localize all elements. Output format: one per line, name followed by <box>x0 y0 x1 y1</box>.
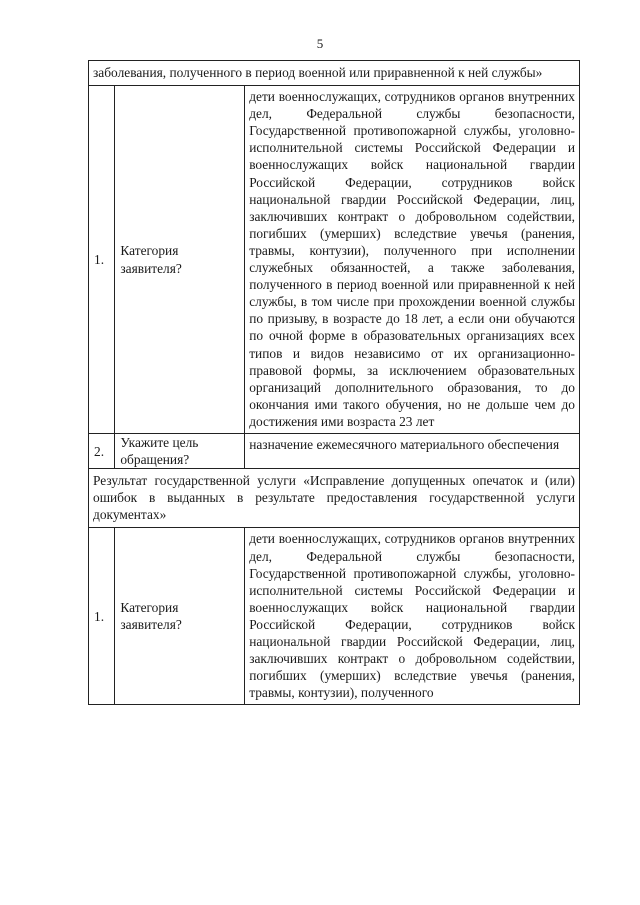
question-cell: Укажите цель обращения? <box>115 433 245 468</box>
table-row <box>89 86 580 434</box>
answer-cell: дети военнослужащих, сотрудников органов внутренних дел, Федеральной службы безопасности, Государственной противопожарной службы, уголовно-исполнительной системы Российской Федерации и военнослужащих войск национальной гвардии Российской Федерации, сотрудников войск национальной гвардии Российской Федерации, лиц, заключивших контракт о добровольном содействии, погибших (умерших) вследствие увечья (ранения, травмы, контузии), полученного <box>245 528 580 705</box>
services-table <box>88 60 580 705</box>
question-cell: Категория заявителя? <box>115 86 245 434</box>
table-row-section-header <box>89 469 580 528</box>
row-number: 1. <box>89 528 115 705</box>
question-cell: Категория заявителя? <box>115 528 245 705</box>
answer-cell: дети военнослужащих, сотрудников органов внутренних дел, Федеральной службы безопасности, Государственной противопожарной службы, уголовно-исполнительной системы Российской Федерации и военнослужащих войск национальной гвардии Российской Федерации, сотрудников войск национальной гвардии Российской Федерации, лиц, заключивших контракт о добровольном содействии, погибших (умерших) вследствие увечья (ранения, травмы, контузии), полученного при исполнении служебных обязанностей, а также заболевания, полученного в период военной или приравненной к ней службы, в том числе при прохождении военной службы по призыву, в возрасте до 18 лет, а если они обучаются по очной форме в образовательных организациях всех типов и видов независимо от их организационно-правовой формы, за исключением образовательных организаций дополнительного образования, то до окончания ими такого обучения, но не дольше чем до достижения ими возраста 23 лет <box>245 86 580 434</box>
page-number: 5 <box>316 36 324 51</box>
table-row <box>89 528 580 705</box>
table-row <box>89 433 580 468</box>
answer-cell: назначение ежемесячного материального обеспечения <box>245 433 580 468</box>
table-row-continuation <box>89 61 580 86</box>
row-number: 2. <box>89 433 115 468</box>
page-bottom-margin <box>0 885 640 905</box>
row-number: 1. <box>89 86 115 434</box>
continuation-text: заболевания, полученного в период военной или приравненной к ней службы» <box>89 61 580 86</box>
section-header-text: Результат государственной услуги «Исправление допущенных опечаток и (или) ошибок в выданных в результате предоставления государственной услуги документах» <box>89 469 580 528</box>
